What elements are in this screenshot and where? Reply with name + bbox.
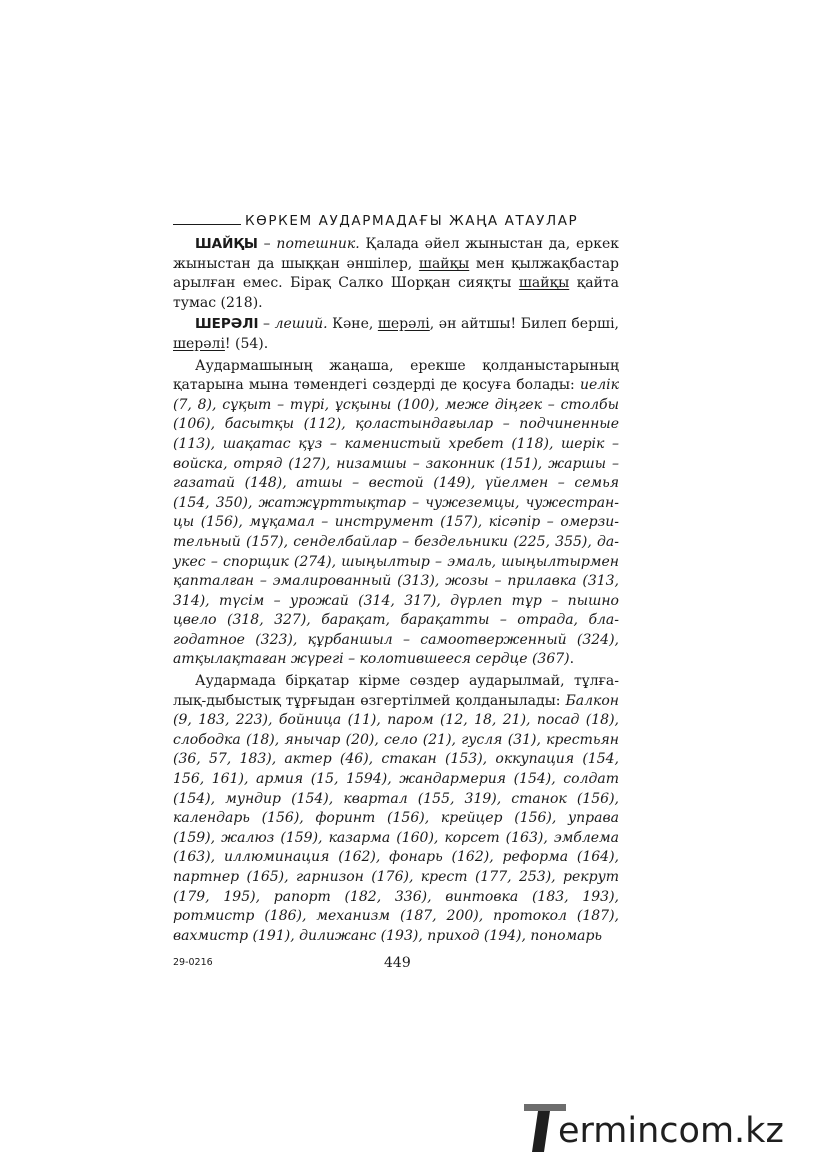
entry-shaiky <box>173 235 619 313</box>
header-rule <box>173 224 241 225</box>
underlined-word: шайқы <box>518 275 570 292</box>
entry-dash: – <box>257 236 277 252</box>
entry-term: ШЕРӘЛІ <box>195 316 259 333</box>
underlined-word: шерәлі <box>173 335 225 352</box>
running-head <box>173 207 619 229</box>
underlined-word: шерәлі <box>377 316 430 333</box>
entry-translation: потешник. <box>276 236 360 252</box>
termincom-logo-graphic <box>520 1098 810 1156</box>
logo-t-stem <box>532 1111 550 1152</box>
logo-wordmark: ermincom.kz <box>558 1111 784 1151</box>
entry-text: мен қылжақбастар арылған емес. Бірақ Салко Шорқан сияқты <box>173 255 619 292</box>
entry-translation: леший. <box>274 316 328 333</box>
paragraph-text: Аудармашының жаңаша, ерекше қолданыстарының қатарына мына төмендегі сөздерді де қосуға болады: <box>173 357 619 394</box>
entry-text: қайта тумас (218). <box>173 275 620 311</box>
entry-text: Кәне, <box>327 316 378 333</box>
page-body <box>173 207 619 946</box>
paragraph-text: Аудармада бірқатар кірме сөздер аударылмай, тұлғалық-дыбыстық тұрғыдан өзгертілмей қолданылады: <box>173 673 619 709</box>
underlined-word: шайқы <box>418 255 470 272</box>
paragraph-loanwords <box>173 672 619 946</box>
entry-term: ШАЙҚЫ <box>195 236 258 252</box>
entry-text: Қалада әйел жыныстан да, еркек жыныстан да шыққан әншілер, <box>173 236 619 272</box>
word-list-italic: Балкон (9, 183, 223), бойница (11), паром (12, 18, 21), посад (18), слободка (18), янычар (20), село (21), гусля (31), крестьян (36, 57, 183), актер (46), стакан (153), оккупация (154, 156, 161), армия (15, 1594), жандармерия (154), солдат (154), мундир (154), квартал (155, 319), станок (156), календарь (156), форинт (156), крейцер (156), управа (159), жалюз (159), казарма (160), корсет (163), эмблема (163), иллюминация (162), фонарь (162), реформа (164), партнер (165), гарнизон (176), крест (177, 253), рекрут (179, 195), рапорт (182, 336), винтовка (183, 193), ротмистр (186), механизм (187, 200), протокол (187), вахмистр (191), дилижанс (193), приход (194), пономарь <box>173 692 619 944</box>
termincom-logo <box>520 1098 810 1156</box>
page-number: 449 <box>384 955 411 971</box>
paragraph-new-usages <box>173 357 619 671</box>
entry-dash: – <box>258 316 275 333</box>
entry-sherali <box>173 315 619 354</box>
page-footer <box>173 955 619 975</box>
print-signature: 29-0216 <box>173 957 213 968</box>
running-head-title: КӨРКЕМ АУДАРМАДАҒЫ ЖАҢА АТАУЛАР <box>245 213 579 229</box>
word-list-italic: иелік (7, 8), сұқыт – түрі, ұсқыны (100), меже діңгек – столбы (106), басытқы (112), қоластындағылар – подчиненные (113), шақатас құз – каменистый хребет (118), шерік – войска, отряд (127), низамшы – законник (151), жаршы – газатай (148), атшы – вестой (149), үйелмен – семья (154, 350), жатжұрттықтар – чужеземцы, чужестранцы (156), мұқамал – инструмент (157), кісәпір – омерзительный (157), сенделбайлар – бездельники (225, 355), даукес – спорщик (274), шыңылтыр – эмаль, шыңылтырмен қапталған – эмалированный (313), жозы – прилавка (313, 314), түсім – урожай (314, 317), дүрлеп тұр – пышно цвело (318, 327), барақат, барақатты – отрада, благодатное (323), құрбаншыл – самоотверженный (324), атқылақтаған жүрегі – колотившееся сердце (367) <box>173 377 619 668</box>
entry-text: ! (54). <box>224 335 269 352</box>
entry-text: , ән айтшы! Билеп берші, <box>429 316 620 333</box>
logo-t-bar <box>524 1104 566 1111</box>
paragraph-text: . <box>569 651 575 668</box>
